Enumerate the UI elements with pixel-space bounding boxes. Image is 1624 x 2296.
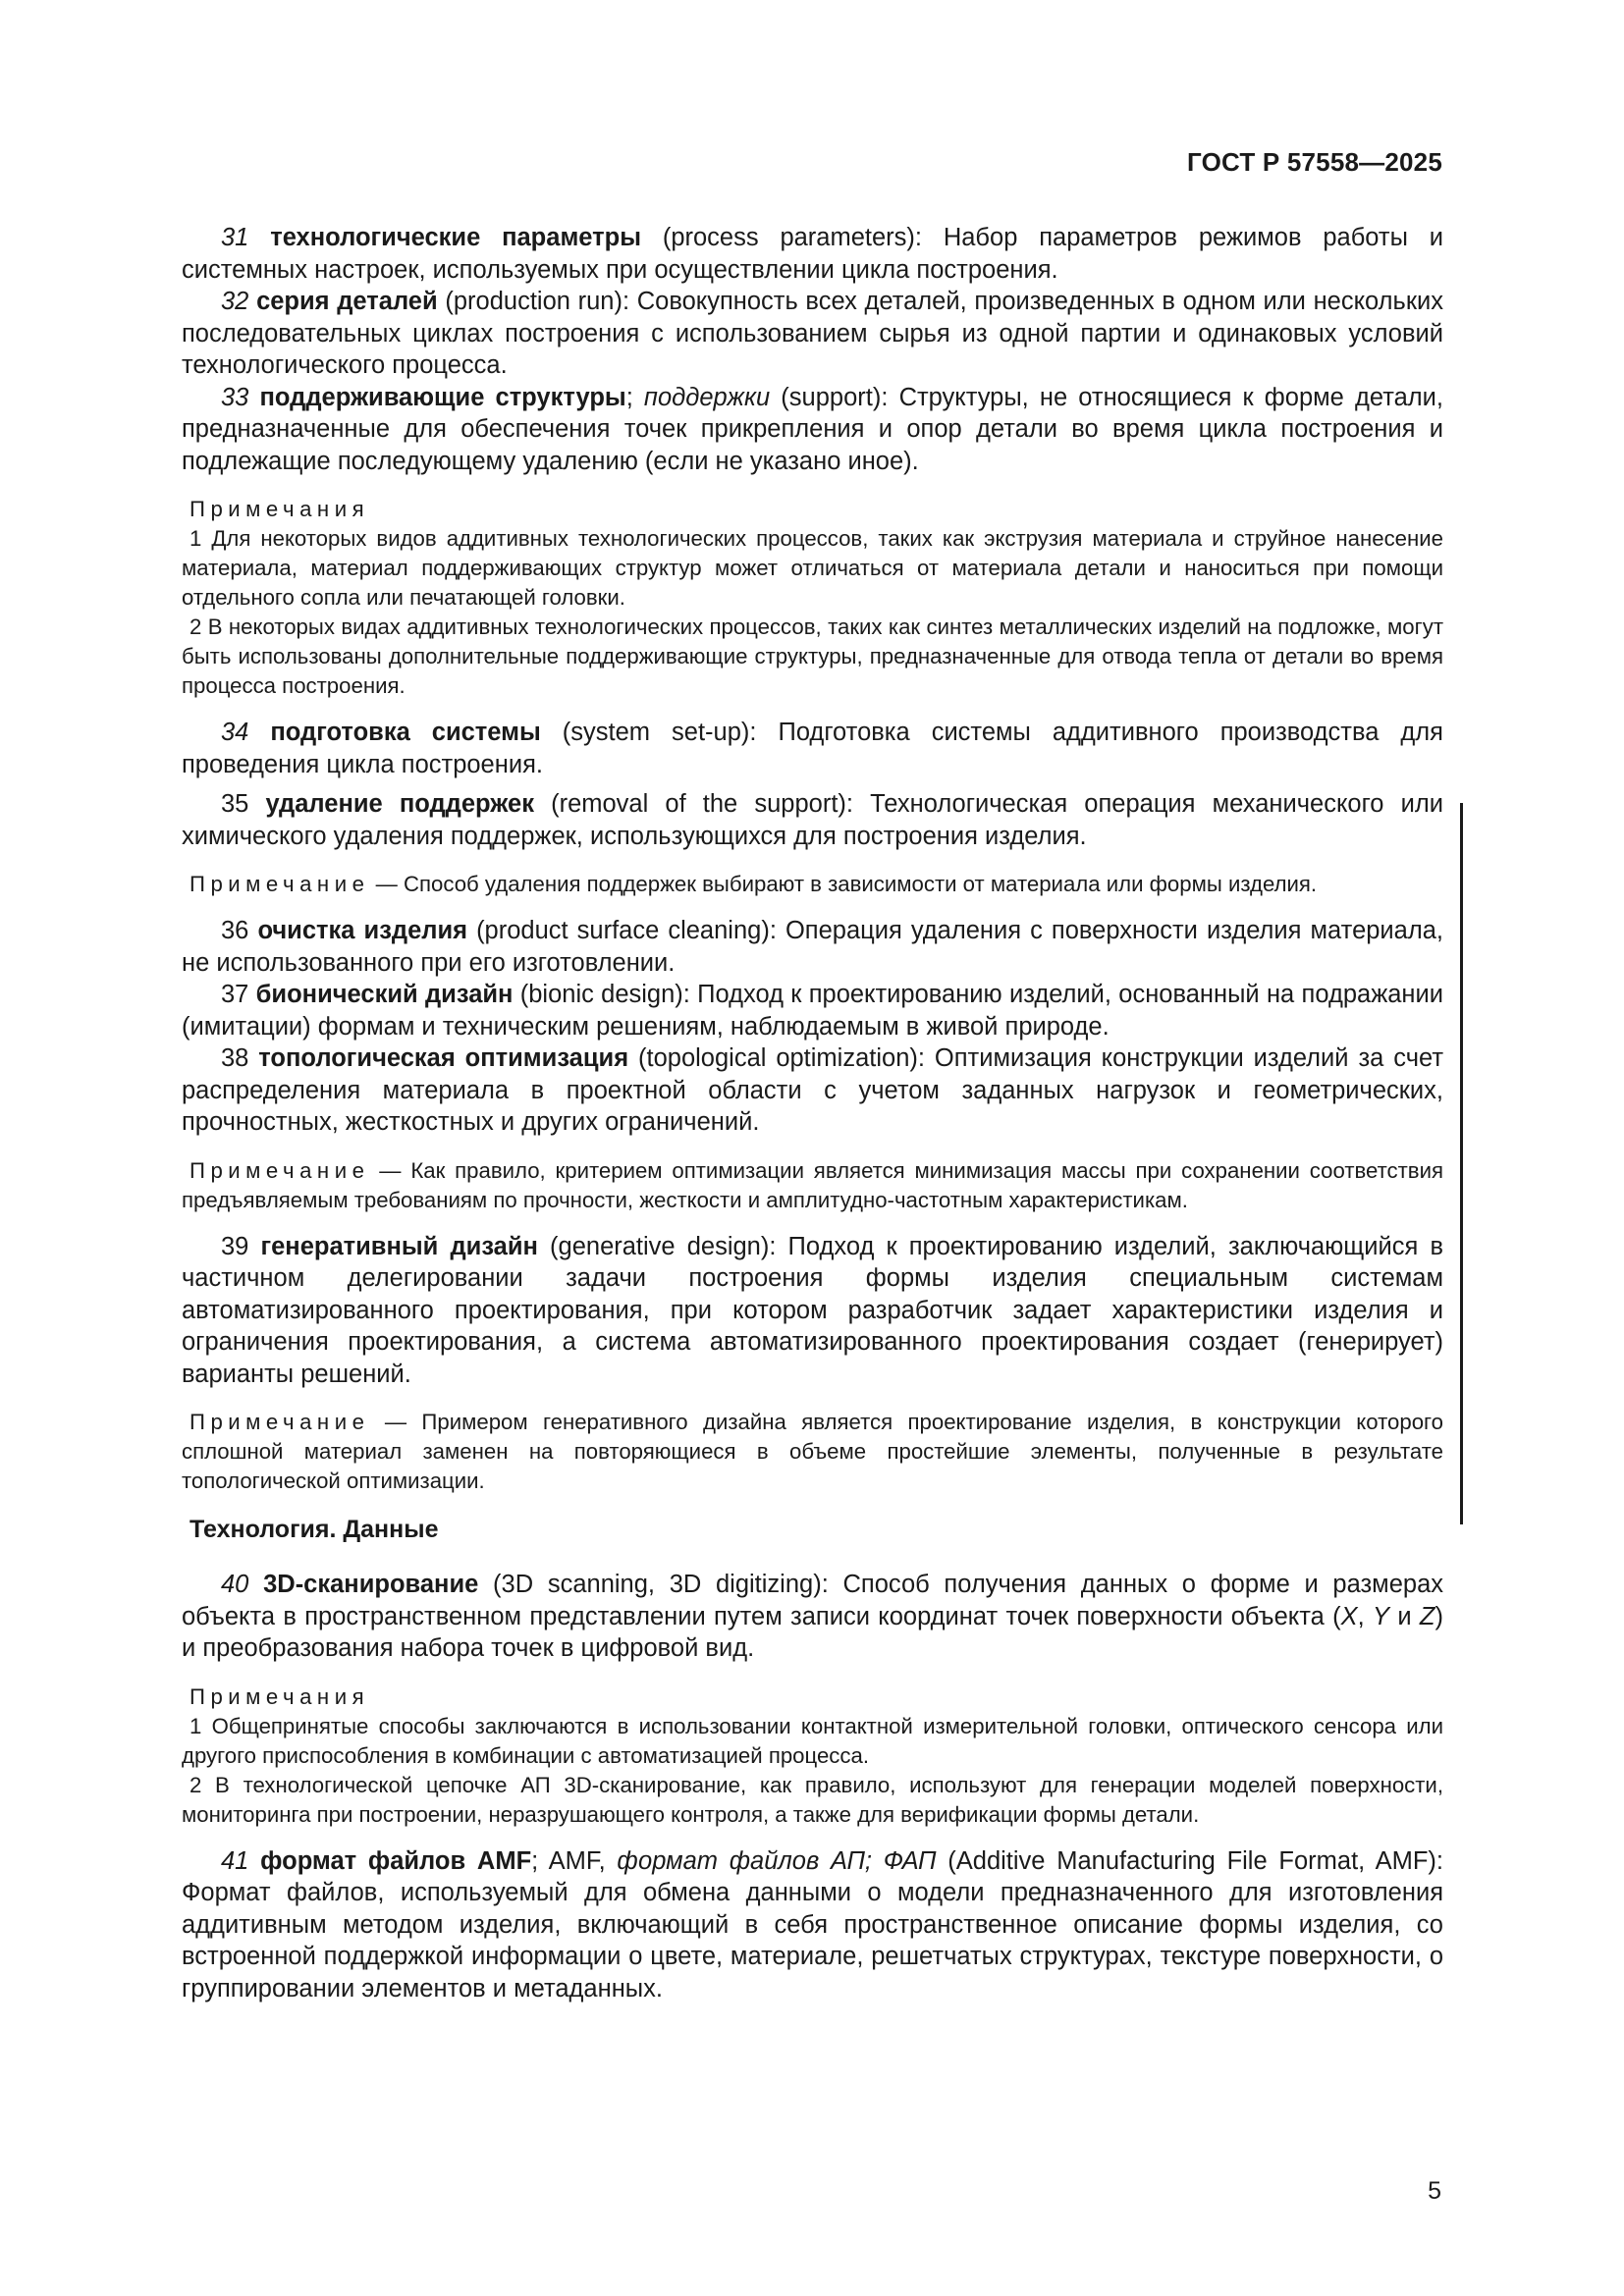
note-label: Примечание (189, 872, 370, 896)
term-number: 39 (221, 1232, 249, 1260)
document-header: ГОСТ Р 57558—2025 (1187, 147, 1442, 177)
term-synonym: поддержки (643, 383, 771, 411)
notes-title: Примечания (189, 497, 370, 521)
term-title: поддерживающие структуры (259, 383, 626, 411)
notes-40 (182, 1682, 1443, 1830)
term-english: (process parameters): (641, 224, 944, 251)
term-title: формат файлов AMF (260, 1846, 532, 1875)
term-english: (topological optimization): (628, 1044, 935, 1072)
note-text: Как правило, критерием оптимизации является минимизация массы при сохранении соответствия предъявляемым требованиям по прочности, жесткости и амплитудно-частотным характеристикам. (182, 1157, 1443, 1212)
term-number: 35 (221, 790, 249, 818)
term-39 (182, 1231, 1443, 1391)
term-number: 33 (221, 383, 249, 411)
note-item: 2 В некоторых видах аддитивных технологических процессов, таких как синтез металлических изделий на подложке, могут быть использованы дополнительные поддерживающие структуры, предназначенные для отвода тепла от детали во время процесса построения. (182, 614, 1443, 698)
term-title: технологические параметры (270, 224, 641, 251)
term-definition: Подход к проектированию изделий, заключающийся в частичном делегировании задачи построения формы изделия специальным системам автоматизированного проектирования, при котором разработчик задает характеристики изделия и ограничения проектирования, а система автоматизированного проектирования создает (генерирует) варианты решений. (182, 1232, 1443, 1388)
term-title: бионический дизайн (255, 981, 514, 1008)
term-definition: Совокупность всех деталей, произведенных в одном или нескольких последовательных циклах построения с использованием сырья из одной партии и одинаковых условий технологического процесса. (182, 288, 1443, 379)
term-separator: ; AMF, (531, 1846, 618, 1875)
page-number: 5 (1428, 2177, 1441, 2205)
term-definition: Формат файлов, используемый для обмена данными о модели предназначенного для изготовления аддитивным методом изделия, включающий в себя пространственное описание формы изделия, со встроенной поддержкой информации о цвете, материале, решетчатых структурах, текстуре поверхности, о группировании элементов и метаданных. (182, 1879, 1443, 2002)
note-item: 2 В технологической цепочке АП 3D-сканирование, как правило, используют для генерации моделей поверхности, мониторинга при построении, неразрушающего контроля, а также для верификации формы детали. (182, 1772, 1443, 1827)
term-separator: ; (625, 383, 644, 411)
term-english: (bionic design): (513, 981, 698, 1008)
term-32 (182, 286, 1443, 382)
term-definition: Операция удаления с поверхности изделия материала, не использованного при его изготовлении. (182, 917, 1444, 977)
term-definition: Набор параметров режимов работы и системных настроек, используемых при осуществлении цикла построения. (182, 224, 1444, 284)
notes-title: Примечания (189, 1683, 370, 1709)
term-english: (3D scanning, 3D digitizing): (478, 1571, 843, 1598)
term-definition: Подход к проектированию изделий, основанный на подражании (имитации) формам и техническим решениям, наблюдаемым в живой природе. (182, 981, 1443, 1041)
term-definition: Подготовка системы аддитивного производства для проведения цикла построения. (182, 719, 1443, 778)
term-36 (182, 915, 1443, 979)
term-number: 37 (221, 981, 249, 1008)
note-dash: — (369, 1157, 411, 1183)
note-dash: — (369, 872, 404, 896)
term-english: (generative design): (537, 1232, 788, 1260)
term-33 (182, 382, 1443, 478)
term-title: 3D-сканирование (263, 1571, 479, 1598)
term-number: 40 (221, 1571, 249, 1598)
term-number: 36 (221, 917, 249, 944)
term-english: (removal of the support): (533, 790, 871, 818)
term-38 (182, 1042, 1443, 1139)
term-number: 34 (221, 719, 249, 746)
page-content (182, 222, 1443, 2004)
term-number: 32 (221, 288, 249, 315)
term-english: (Additive Manufacturing File Format, AMF): (936, 1846, 1443, 1875)
term-english: (product surface cleaning): (467, 917, 785, 944)
note-label: Примечание (189, 1157, 370, 1183)
note-item: 1 Для некоторых видов аддитивных технологических процессов, таких как экструзия материала и струйное нанесение материала, материал поддерживающих структур может отличаться от материала детали и наноситься при помощи отдельного сопла или печатающей головки. (182, 526, 1443, 610)
term-title: подготовка системы (270, 719, 541, 746)
term-title: топологическая оптимизация (258, 1044, 629, 1072)
term-number: 41 (221, 1846, 249, 1875)
term-title: генеративный дизайн (260, 1232, 538, 1260)
term-definition: Структуры, не относящиеся к форме детали, предназначенные для обеспечения точек прикрепления и опор детали во время цикла построения и подлежащие последующему удалению (если не указано иное). (182, 383, 1443, 475)
term-synonym: формат файлов АП; ФАП (617, 1846, 937, 1875)
notes-33 (182, 495, 1443, 701)
term-35 (182, 788, 1443, 852)
term-english: (support): (770, 383, 899, 411)
note-35 (182, 870, 1443, 899)
term-31 (182, 222, 1443, 286)
term-number: 31 (221, 224, 249, 251)
note-text: Способ удаления поддержек выбирают в зависимости от материала или формы изделия. (403, 872, 1318, 896)
axis-z: Z (1419, 1602, 1435, 1630)
axis-y: Y (1373, 1602, 1390, 1630)
term-41 (182, 1845, 1443, 2005)
change-bar (1460, 803, 1463, 1524)
note-label: Примечание (189, 1410, 370, 1434)
term-40 (182, 1569, 1443, 1665)
axis-x: X (1340, 1602, 1358, 1630)
term-definition: Способ получения данных о форме и размерах объекта в пространственном представлении путем записи координат точек поверхности объекта ( (182, 1571, 1444, 1630)
note-item: 1 Общепринятые способы заключаются в использовании контактной измерительной головки, оптического сенсора или другого приспособления в комбинации с автоматизацией процесса. (182, 1713, 1443, 1768)
section-heading: Технология. Данные (189, 1516, 439, 1543)
term-definition: Оптимизация конструкции изделий за счет распределения материала в проектной области с учетом заданных нагрузок и геометрических, прочностных, жесткостных и других ограничений. (182, 1044, 1443, 1136)
term-english: (system set-up): (540, 719, 779, 746)
term-title: удаление поддержек (265, 790, 534, 818)
term-title: очистка изделия (257, 917, 468, 944)
note-dash: — (369, 1410, 422, 1434)
separator: и (1389, 1602, 1420, 1630)
term-34 (182, 717, 1443, 780)
term-definition: Технологическая операция механического или химического удаления поддержек, использующихся для построения изделия. (182, 790, 1443, 850)
term-number: 38 (221, 1044, 249, 1072)
term-title: серия деталей (256, 288, 438, 315)
note-text: Примером генеративного дизайна является проектирование изделия, в конструкции которого сплошной материал заменен на повторяющиеся в объеме простейшие элементы, полученные в результате топологической оптимизации. (182, 1410, 1443, 1493)
term-english: (production run): (437, 288, 637, 315)
note-39 (182, 1408, 1443, 1496)
term-definition-end: ) и преобразования набора точек в цифровой вид. (182, 1602, 1443, 1662)
term-37 (182, 979, 1443, 1042)
note-38 (182, 1156, 1443, 1215)
separator: , (1357, 1602, 1374, 1630)
